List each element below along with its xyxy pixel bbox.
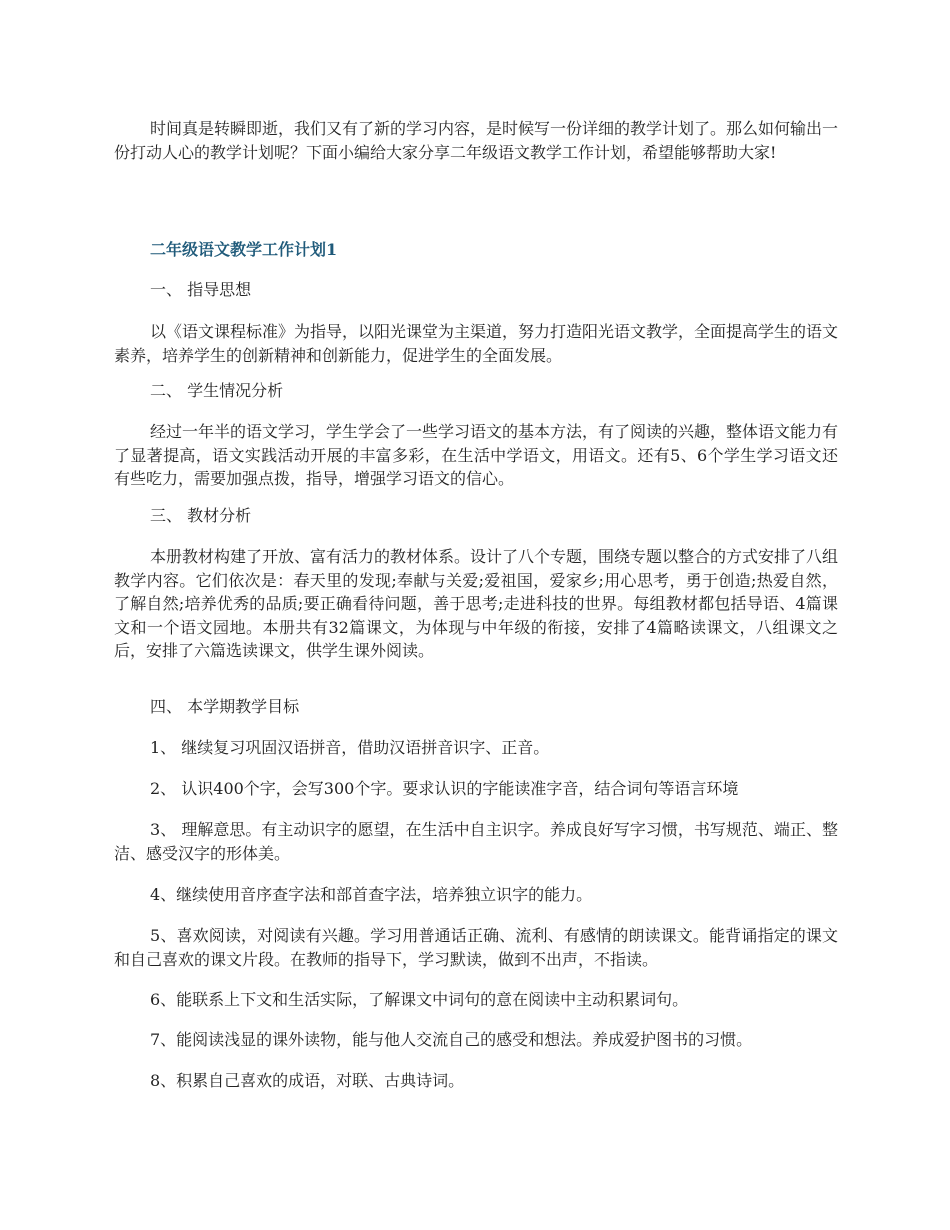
goal-item: 1、 继续复习巩固汉语拼音，借助汉语拼音识字、正音。 — [150, 738, 550, 757]
goal-item: 8、积累自己喜欢的成语，对联、古典诗词。 — [150, 1071, 465, 1090]
section-heading-guiding-thought: 一、 指导思想 — [150, 280, 252, 299]
document-title: 二年级语文教学工作计划1 — [150, 240, 338, 259]
goal-item: 4、继续使用音序查字法和部首查字法，培养独立识字的能力。 — [150, 885, 593, 904]
section-body-textbook-analysis: 本册教材构建了开放、富有活力的教材体系。设计了八个专题，围绕专题以整合的方式安排了八组教学内容。它们依次是：春天里的发现;奉献与关爱;爱祖国，爱家乡;用心思考，勇于创造;热爱自然，了解自然;培养优秀的品质;要正确看待问题，善于思考;走进科技的世界。每组教材都包括导语、4篇课文和一个语文园地。本册共有32篇课文，为体现与中年级的衔接，安排了4篇略读课文，八组课文之后，安排了六篇选读课文，供学生课外阅读。 — [114, 547, 839, 660]
section-body-student-analysis: 经过一年半的语文学习，学生学会了一些学习语文的基本方法，有了阅读的兴趣，整体语文能力有了显著提高，语文实践活动开展的丰富多彩，在生活中学语文，用语文。还有5、6个学生学习语文还有些吃力，需要加强点拨，指导，增强学习语文的信心。 — [114, 422, 839, 488]
goal-item: 7、能阅读浅显的课外读物，能与他人交流自己的感受和想法。养成爱护图书的习惯。 — [150, 1030, 753, 1049]
section-body-guiding-thought: 以《语文课程标准》为指导，以阳光课堂为主渠道，努力打造阳光语文教学，全面提高学生的语文素养，培养学生的创新精神和创新能力，促进学生的全面发展。 — [114, 322, 839, 365]
goal-item: 3、 理解意思。有主动识字的愿望，在生活中自主识字。养成良好写字习惯，书写规范、端正、整洁、感受汉字的形体美。 — [114, 820, 838, 863]
goal-item: 2、 认识400个字，会写300个字。要求认识的字能读准字音，结合词句等语言环境 — [150, 779, 739, 798]
section-heading-student-analysis: 二、 学生情况分析 — [150, 381, 284, 400]
section-heading-teaching-goals: 四、 本学期教学目标 — [150, 697, 300, 716]
goal-item: 5、喜欢阅读，对阅读有兴趣。学习用普通话正确、流利、有感情的朗读课文。能背诵指定的课文和自己喜欢的课文片段。在教师的指导下，学习默读，做到不出声，不指读。 — [114, 926, 838, 969]
section-heading-textbook-analysis: 三、 教材分析 — [150, 506, 252, 525]
goal-item: 6、能联系上下文和生活实际，了解课文中词句的意在阅读中主动积累词句。 — [150, 990, 689, 1009]
intro-paragraph: 时间真是转瞬即逝，我们又有了新的学习内容，是时候写一份详细的教学计划了。那么如何输出一份打动人心的教学计划呢？下面小编给大家分享二年级语文教学工作计划，希望能够帮助大家! — [114, 119, 839, 162]
